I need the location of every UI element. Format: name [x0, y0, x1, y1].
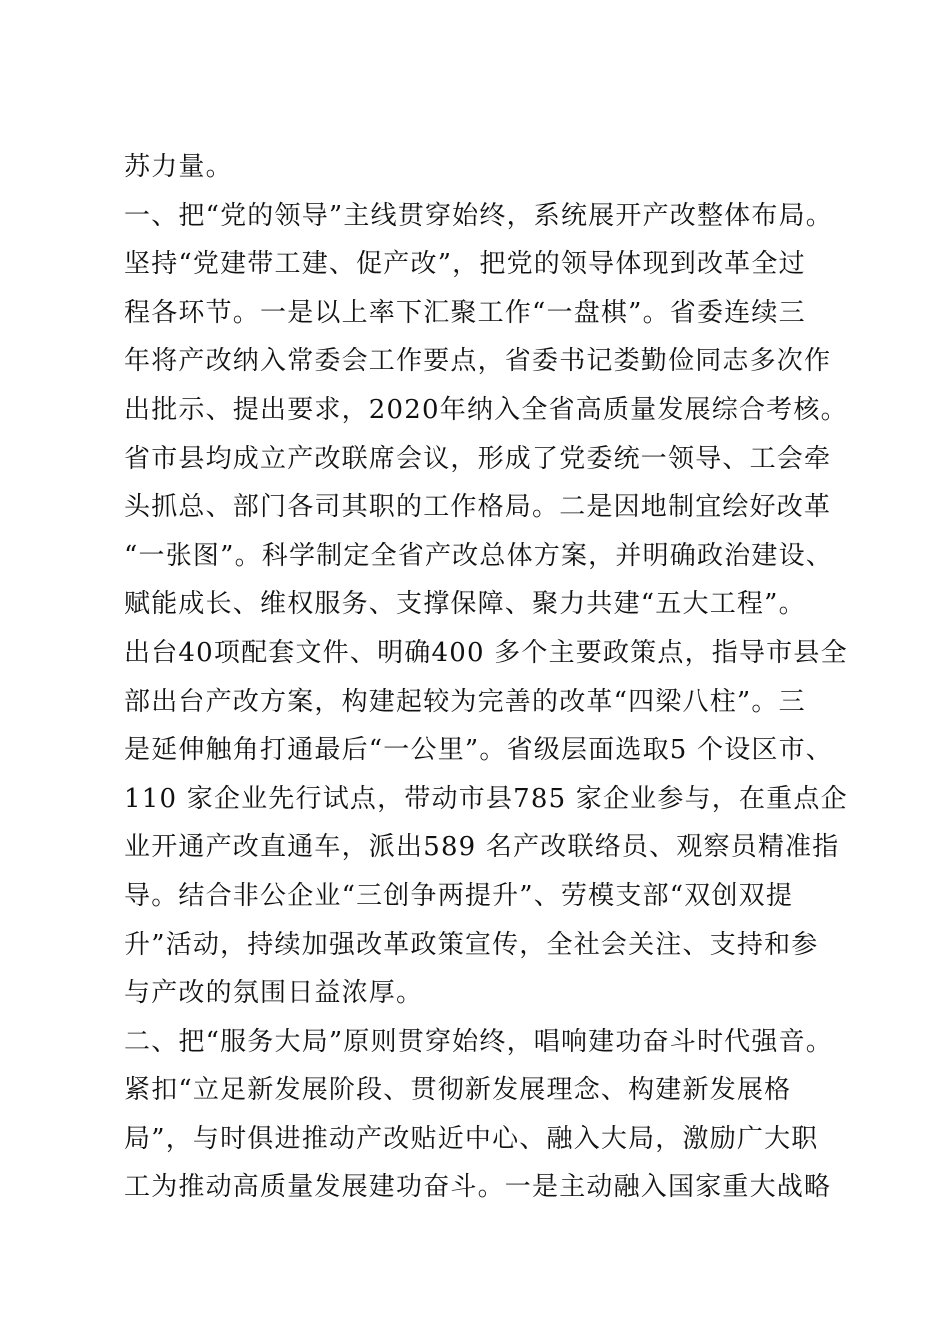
- text-line: 导。结合非公企业“三创争两提升”、劳模支部“双创双提: [124, 880, 794, 911]
- text-line: 业开通产改直通车，派出589 名产改联络员、观察员精准指: [124, 832, 840, 863]
- text-line: 苏力量。: [124, 152, 233, 182]
- text-line: 出批示、提出要求，2020年纳入全省高质量发展综合考核。: [124, 394, 848, 425]
- text-line: 坚持“党建带工建、促产改”，把党的领导体现到改革全过: [124, 249, 806, 280]
- text-line: 升”活动，持续加强改革政策宣传，全社会关注、支持和参: [124, 929, 819, 960]
- text-line: 省市县均成立产改联席会议，形成了党委统一领导、工会牵: [124, 443, 832, 474]
- body-text: [124, 143, 848, 1212]
- section-heading: 二、把“服务大局”原则贯穿始终，唱响建功奋斗时代强音。: [124, 1026, 833, 1057]
- text-line: 与产改的氛围日益浓厚。: [124, 978, 424, 1009]
- text-line: 工为推动高质量发展建功奋斗。一是主动融入国家重大战略: [124, 1172, 832, 1203]
- text-line: 头抓总、部门各司其职的工作格局。二是因地制宜绘好改革: [124, 492, 832, 523]
- text-line: 部出台产改方案，构建起较为完善的改革“四梁八柱”。三: [124, 686, 806, 717]
- text-line: “一张图”。科学制定全省产改总体方案，并明确政治建设、: [124, 540, 833, 571]
- text-line: 局”，与时俱进推动产改贴近中心、融入大局，激励广大职: [124, 1123, 819, 1154]
- text-line: 是延伸触角打通最后“一公里”。省级层面选取5 个设区市、: [124, 735, 833, 766]
- text-line: 紧扣“立足新发展阶段、贯彻新发展理念、构建新发展格: [124, 1075, 792, 1106]
- text-line: 赋能成长、维权服务、支撑保障、聚力共建“五大工程”。: [124, 589, 806, 620]
- text-line: 110 家企业先行试点，带动市县785 家企业参与，在重点企: [124, 783, 848, 814]
- text-line: 出台40项配套文件、明确400 多个主要政策点，指导市县全: [124, 637, 848, 668]
- text-line: 程各环节。一是以上率下汇聚工作“一盘棋”。省委连续三: [124, 297, 806, 328]
- text-line: 年将产改纳入常委会工作要点，省委书记娄勤俭同志多次作: [124, 346, 832, 377]
- section-heading: 一、把“党的领导”主线贯穿始终，系统展开产改整体布局。: [124, 200, 833, 231]
